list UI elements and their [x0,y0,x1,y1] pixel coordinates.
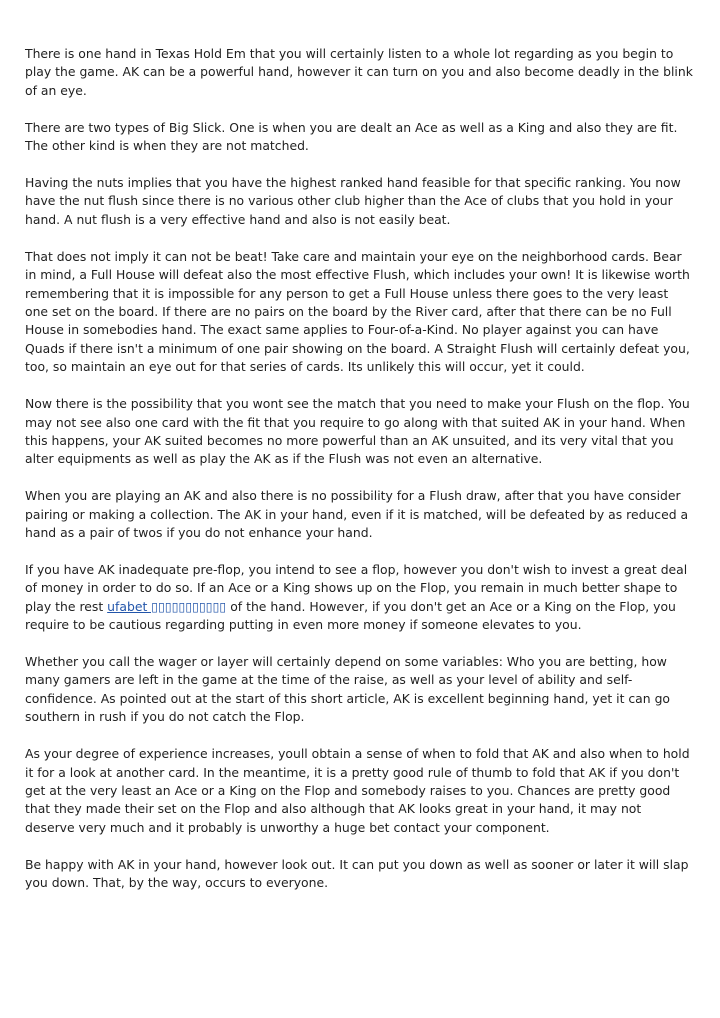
paragraph-8: Whether you call the wager or layer will certainly depend on some variables: Who you are betting, how many gamers are left in the game at the time of the raise, as well as your level of ability and self-confidence. As pointed out at the start of this short article, AK is excellent beginning hand, yet it can go southern in rush if you do not catch the Flop. [25,654,671,725]
paragraph-10: Be happy with AK in your hand, however look out. It can put you down as well as sooner or later it will slap you down. That, by the way, occurs to everyone. [25,856,689,891]
paragraph-5: Now there is the possibility that you wont see the match that you need to make your Flush on the flop. You may not see also one card with the fit that you require to go along with that suited AK in your hand. When this happens, your AK suited becomes no more powerful than an AK unsuited, and its very vital that you alter equipments as well as play the AK as if the Flush was not even an alternative. [25,396,690,467]
paragraph-4: That does not imply it can not be beat! Take care and maintain your eye on the neighborhood cards. Bear in mind, a Full House will defeat also the most effective Flush, which includes your own! It is likewise worth remembering that it is impossible for any person to get a Full House unless there goes to the very least one set on the board. If there are no pairs on the board by the River card, after that there can be no Full House in somebodies hand. The exact same applies to Four-of-a-Kind. No player against you can have Quads if there isn't a minimum of one pair showing on the board. A Straight Flush will certainly defeat you, too, so maintain an eye out for that series of cards. Its unlikely this will occur, yet it could. [25,248,690,375]
paragraph-6: When you are playing an AK and also there is no possibility for a Flush draw, after that you have consider pairing or making a collection. The AK in your hand, even if it is matched, will be defeated by as reduced a hand as a pair of twos if you do not enhance your hand. [25,488,689,541]
paragraph-2: There are two types of Big Slick. One is when you are dealt an Ace as well as a King and also they are fit. The other kind is when they are not matched. [25,119,678,154]
paragraph-3: Having the nuts implies that you have the highest ranked hand feasible for that specific ranking. You now have the nut flush since there is no various other club higher than the Ace of clubs that you hold in your hand. A nut flush is a very effective hand and also is not easily beat. [25,175,681,227]
paragraph-9: As your degree of experience increases, youll obtain a sense of when to fold that AK and also when to hold it for a look at another card. In the meantime, it is a pretty good rule of thumb to fold that AK if you don't get at the very least an Ace or a King on the Flop and somebody raises to you. Chances are pretty good that they made their set on the Flop and also although that AK looks great in your hand, it may not deserve very much and it probably is unworthy a huge bet contact your component. [25,746,690,835]
ufabet-link[interactable]: ufabet ▯▯▯▯▯▯▯▯▯▯▯ [107,598,227,614]
paragraph-7-text-after-link: of the hand. However, if you don't get an Ace or a King on the Flop, you require to be cautious regarding putting in even more money if someone elevates to you. [25,598,676,633]
paragraph-7 [25,561,694,635]
paragraph-1: There is one hand in Texas Hold Em that you will certainly listen to a whole lot regarding as you begin to play the game. AK can be a powerful hand, however it can turn on you and also become deadly in the blink of an eye. [25,46,693,98]
paragraph-7-text-before-link: If you have AK inadequate pre-flop, you intend to see a flop, however you don't wish to invest a great deal of money in order to do so. If an Ace or a King shows up on the Flop, you remain in much better shape to play the rest [25,561,688,614]
